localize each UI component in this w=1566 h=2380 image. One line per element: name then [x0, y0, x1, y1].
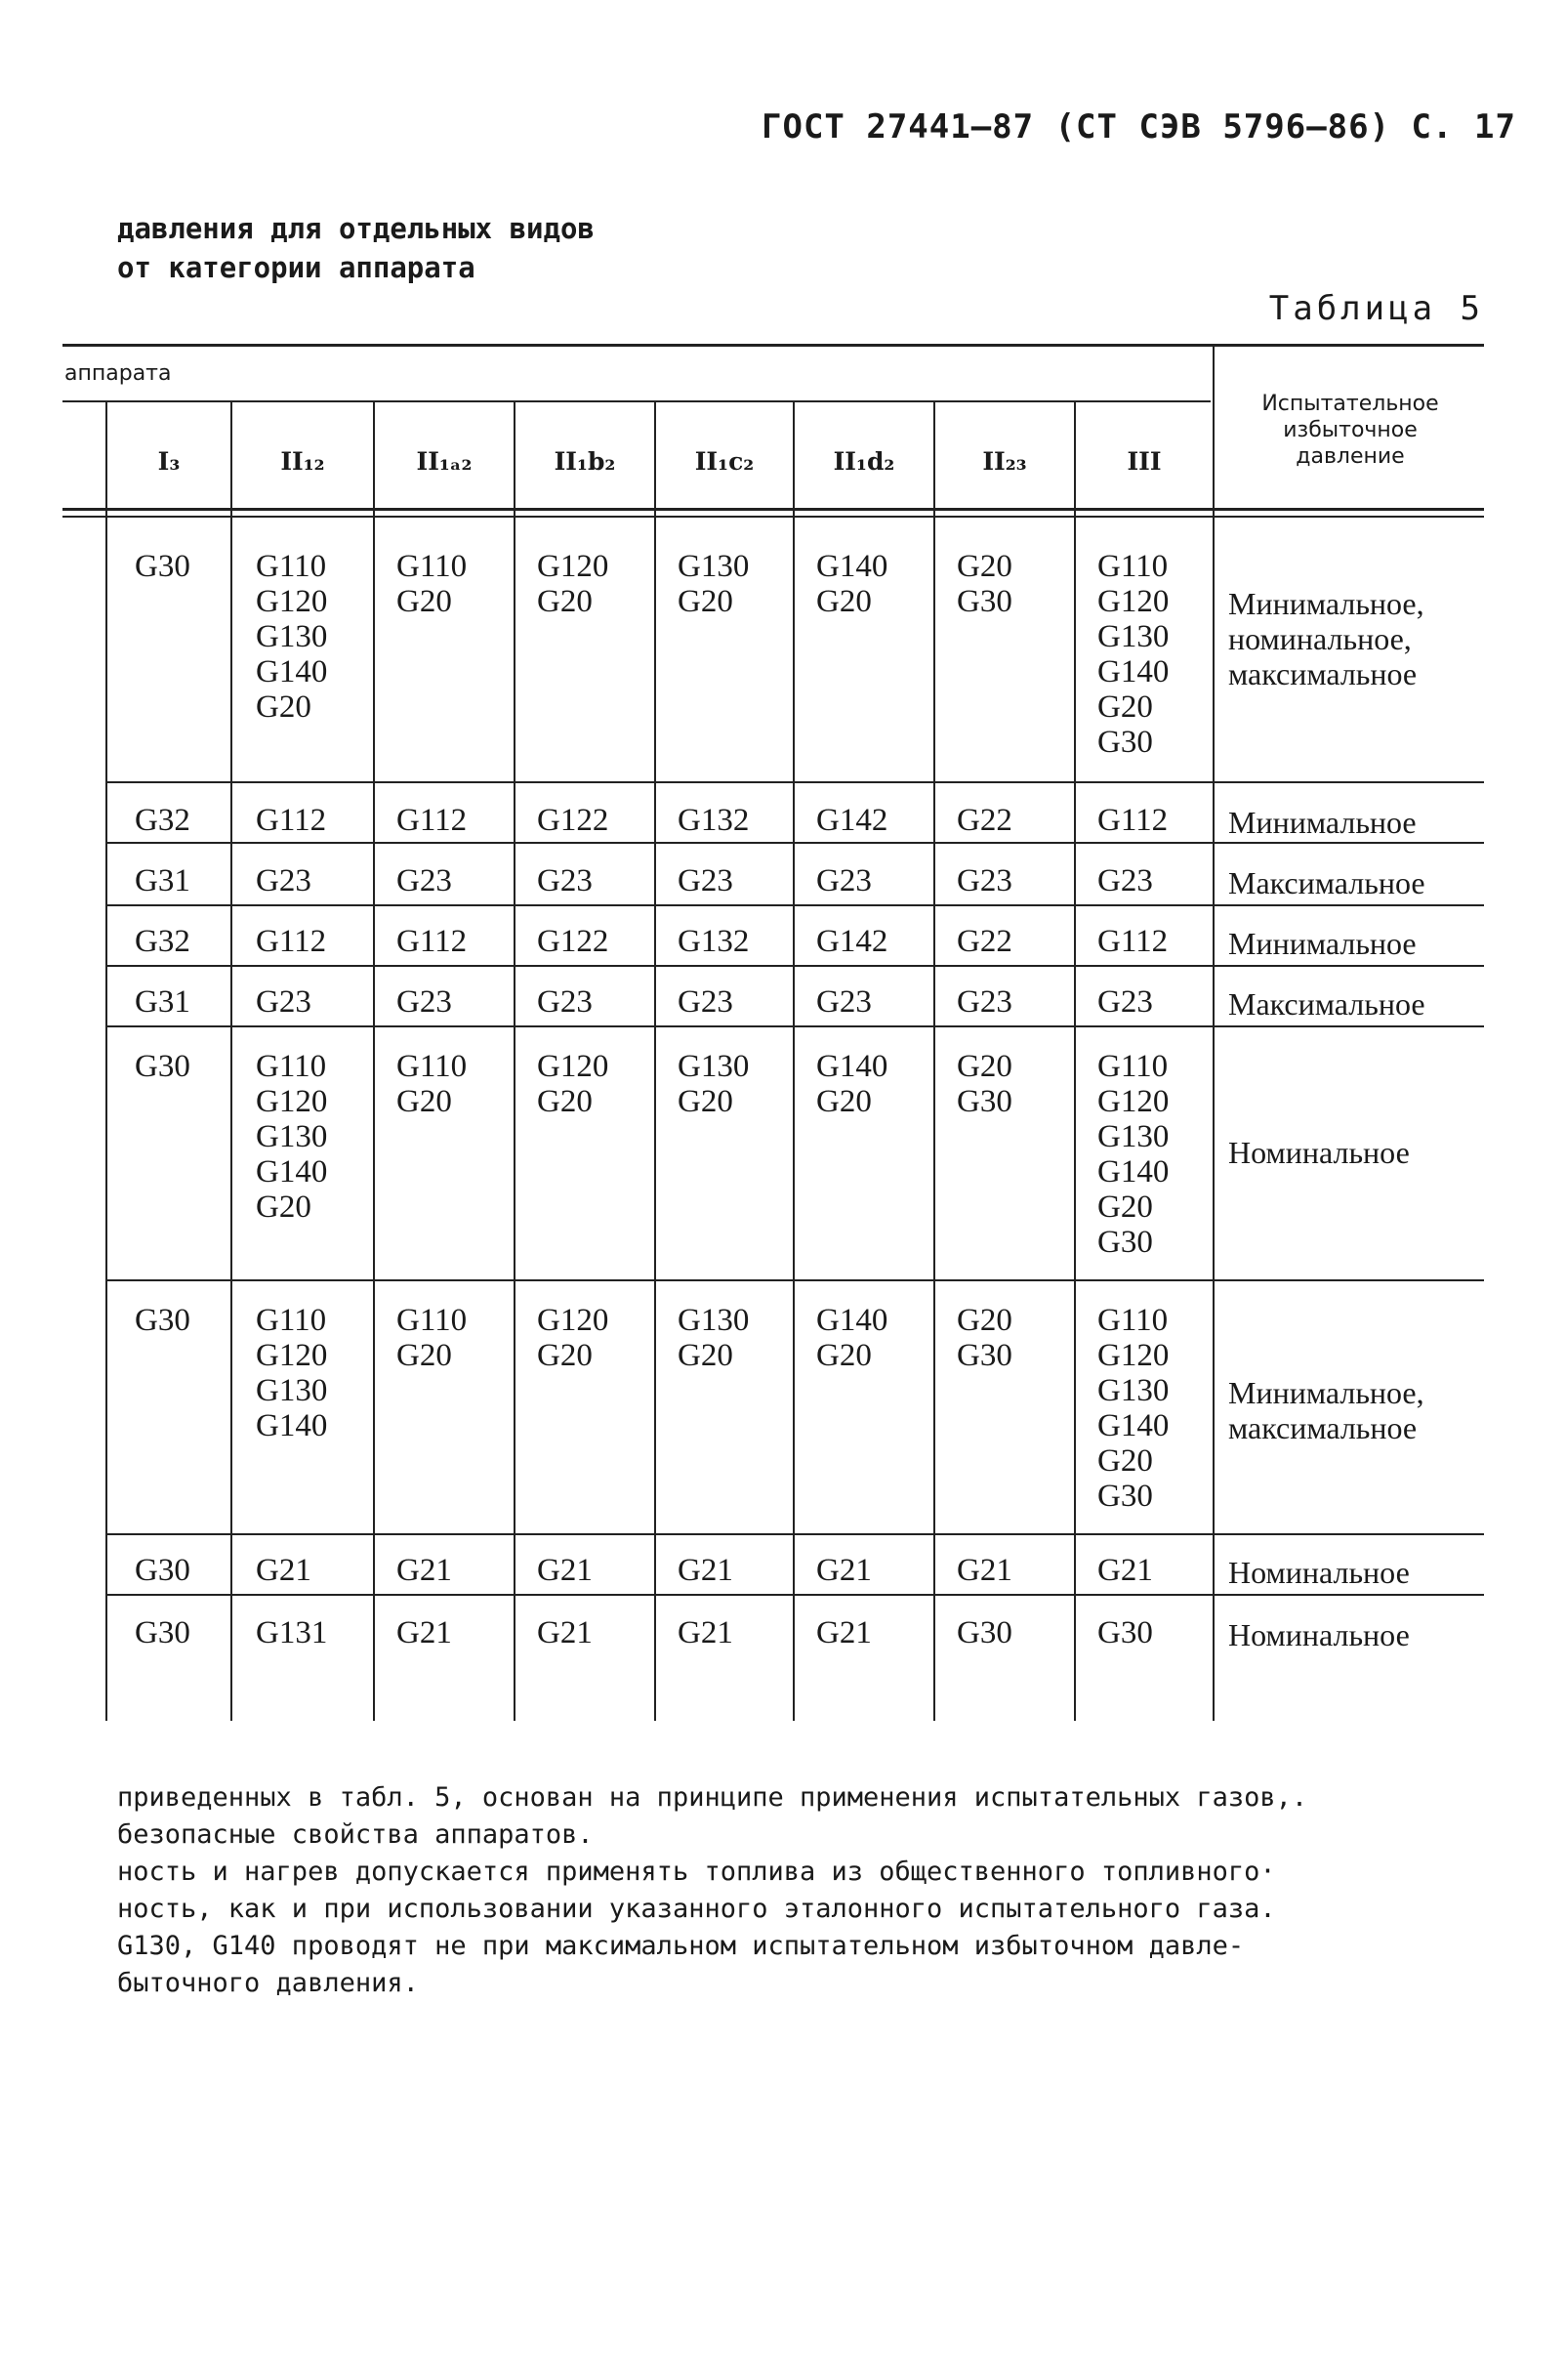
cell-r3-ii12: G112 — [256, 924, 327, 959]
row-rule-2 — [107, 842, 1484, 844]
cell-r2-ii1a2: G23 — [396, 863, 452, 898]
cell-r3-iii: G112 — [1097, 924, 1169, 959]
cell-r1-ii23: G22 — [957, 803, 1012, 838]
cell-r8-ii12: G131 — [256, 1615, 328, 1650]
col-divider-1 — [230, 402, 232, 1721]
cell-r1-i3: G32 — [135, 803, 190, 838]
table-caption — [117, 209, 801, 287]
cell-r5-ii23: G20 G30 — [957, 1049, 1012, 1119]
caption-line-2: от категории аппарата — [117, 251, 475, 284]
cell-r5-pressure: Номинальное — [1228, 1135, 1410, 1170]
cell-r7-ii23: G21 — [957, 1553, 1012, 1588]
cell-r1-pressure: Минимальное — [1228, 805, 1417, 840]
cell-r7-ii1d2: G21 — [816, 1553, 872, 1588]
cell-r8-i3: G30 — [135, 1615, 190, 1650]
cell-r2-i3: G31 — [135, 863, 190, 898]
footnote-line-5: G130, G140 проводят не при максимальном испытательном избыточном давле- — [117, 1931, 1245, 1961]
caption-line-1: давления для отдельных видов — [117, 212, 595, 245]
row-rule-6 — [107, 1279, 1484, 1281]
cell-r3-i3: G32 — [135, 924, 190, 959]
cell-r0-ii1d2: G140 G20 — [816, 549, 888, 619]
col-divider-4 — [654, 402, 656, 1721]
cell-r3-ii1b2: G122 — [537, 924, 609, 959]
column-header-ii1a2: II₁ₐ₂ — [416, 447, 473, 476]
cell-r6-ii1d2: G140 G20 — [816, 1303, 888, 1373]
cell-r8-ii1b2: G21 — [537, 1615, 593, 1650]
column-header-ii12: II₁₂ — [280, 447, 325, 476]
cell-r0-ii1a2: G110 G20 — [396, 549, 468, 619]
col-divider-3 — [514, 402, 515, 1721]
cell-r1-ii1b2: G122 — [537, 803, 609, 838]
cell-r2-iii: G23 — [1097, 863, 1153, 898]
row-rule-1 — [107, 781, 1484, 783]
table-top-rule — [62, 344, 1484, 347]
cell-r4-iii: G23 — [1097, 984, 1153, 1020]
cell-r6-ii1c2: G130 G20 — [678, 1303, 750, 1373]
cell-r7-i3: G30 — [135, 1553, 190, 1588]
column-header-ii1d2: II₁d₂ — [833, 447, 895, 476]
cell-r1-ii1d2: G142 — [816, 803, 888, 838]
cell-r7-ii1b2: G21 — [537, 1553, 593, 1588]
column-header-ii1c2: II₁c₂ — [694, 447, 755, 476]
cell-r1-ii1a2: G112 — [396, 803, 468, 838]
cell-r3-pressure: Минимальное — [1228, 926, 1417, 961]
cell-r6-i3: G30 — [135, 1303, 190, 1338]
col-divider-0 — [105, 402, 107, 1721]
cell-r2-pressure: Максимальное — [1228, 865, 1425, 900]
cell-r1-iii: G112 — [1097, 803, 1169, 838]
col-divider-5 — [793, 402, 795, 1721]
row-rule-4 — [107, 965, 1484, 967]
col-divider-7 — [1074, 402, 1076, 1721]
column-header-ii23: II₂₃ — [982, 447, 1027, 476]
cell-r7-ii1c2: G21 — [678, 1553, 733, 1588]
cell-r6-iii: G110 G120 G130 G140 G20 G30 — [1097, 1303, 1170, 1514]
col-divider-8 — [1213, 346, 1215, 1721]
cell-r0-iii: G110 G120 G130 G140 G20 G30 — [1097, 549, 1170, 760]
cell-r7-pressure: Номинальное — [1228, 1555, 1410, 1590]
cell-r6-ii1b2: G120 G20 — [537, 1303, 609, 1373]
cell-r3-ii1d2: G142 — [816, 924, 888, 959]
cell-r7-ii1a2: G21 — [396, 1553, 452, 1588]
row-rule-5 — [107, 1025, 1484, 1027]
col-divider-6 — [933, 402, 935, 1721]
cell-r1-ii1c2: G132 — [678, 803, 750, 838]
cell-r5-iii: G110 G120 G130 G140 G20 G30 — [1097, 1049, 1170, 1260]
cell-r0-ii23: G20 G30 — [957, 549, 1012, 619]
cell-r4-ii1b2: G23 — [537, 984, 593, 1020]
cell-r3-ii1a2: G112 — [396, 924, 468, 959]
col-divider-2 — [373, 402, 375, 1721]
cell-r8-iii: G30 — [1097, 1615, 1153, 1650]
cell-r4-ii1c2: G23 — [678, 984, 733, 1020]
column-header-ii1b2: II₁b₂ — [554, 447, 616, 476]
cell-r5-ii12: G110 G120 G130 G140 G20 — [256, 1049, 328, 1225]
footnote-text — [117, 1779, 1504, 2002]
cell-r8-ii1a2: G21 — [396, 1615, 452, 1650]
cell-r8-pressure: Номинальное — [1228, 1617, 1410, 1652]
row-rule-8 — [107, 1594, 1484, 1596]
footnote-line-3: ность и нагрев допускается применять топлива из общественного топливного· — [117, 1857, 1276, 1887]
column-header-i3: I₃ — [157, 447, 181, 476]
cell-r4-ii12: G23 — [256, 984, 311, 1020]
cell-r8-ii1c2: G21 — [678, 1615, 733, 1650]
cell-r2-ii23: G23 — [957, 863, 1012, 898]
cell-r4-i3: G31 — [135, 984, 190, 1020]
cell-r5-i3: G30 — [135, 1049, 190, 1084]
cell-r6-ii12: G110 G120 G130 G140 — [256, 1303, 328, 1443]
cell-r1-ii12: G112 — [256, 803, 327, 838]
cell-r4-ii1d2: G23 — [816, 984, 872, 1020]
footnote-line-4: ность, как и при использовании указанного эталонного испытательного газа. — [117, 1894, 1276, 1924]
cell-r4-ii1a2: G23 — [396, 984, 452, 1020]
column-header-iii: III — [1127, 447, 1162, 476]
cell-r3-ii1c2: G132 — [678, 924, 750, 959]
cell-r5-ii1c2: G130 G20 — [678, 1049, 750, 1119]
header-bottom-rule-2 — [62, 516, 1484, 518]
cell-r5-ii1d2: G140 G20 — [816, 1049, 888, 1119]
cell-r4-pressure: Максимальное — [1228, 986, 1425, 1022]
cell-r2-ii1c2: G23 — [678, 863, 733, 898]
page-header: ГОСТ 27441—87 (СТ СЭВ 5796—86) С. 17 — [762, 107, 1516, 146]
table-label: Таблица 5 — [1268, 289, 1484, 328]
group-header: аппарата — [64, 361, 172, 386]
cell-r6-ii23: G20 G30 — [957, 1303, 1012, 1373]
cell-r0-ii1c2: G130 G20 — [678, 549, 750, 619]
cell-r4-ii23: G23 — [957, 984, 1012, 1020]
cell-r2-ii1b2: G23 — [537, 863, 593, 898]
cell-r0-ii12: G110 G120 G130 G140 G20 — [256, 549, 328, 725]
row-rule-7 — [107, 1533, 1484, 1535]
cell-r0-i3: G30 — [135, 549, 190, 584]
footnote-line-6: быточного давления. — [117, 1968, 419, 1998]
cell-r8-ii23: G30 — [957, 1615, 1012, 1650]
cell-r3-ii23: G22 — [957, 924, 1012, 959]
footnote-line-2: безопасные свойства аппаратов. — [117, 1819, 594, 1850]
cell-r7-ii12: G21 — [256, 1553, 311, 1588]
cell-r6-pressure: Минимальное, максимальное — [1228, 1375, 1424, 1445]
header-bottom-rule — [62, 508, 1484, 511]
footnote-line-1: приведенных в табл. 5, основан на принципе применения испытательных газов,. — [117, 1782, 1308, 1813]
cell-r5-ii1a2: G110 G20 — [396, 1049, 468, 1119]
cell-r0-pressure: Минимальное, номинальное, максимальное — [1228, 586, 1424, 691]
cell-r6-ii1a2: G110 G20 — [396, 1303, 468, 1373]
cell-r2-ii12: G23 — [256, 863, 311, 898]
pressure-header: Испытательное избыточное давление — [1261, 392, 1439, 469]
cell-r8-ii1d2: G21 — [816, 1615, 872, 1650]
cell-r0-ii1b2: G120 G20 — [537, 549, 609, 619]
cell-r2-ii1d2: G23 — [816, 863, 872, 898]
group-header-rule — [62, 400, 1211, 402]
cell-r5-ii1b2: G120 G20 — [537, 1049, 609, 1119]
cell-r7-iii: G21 — [1097, 1553, 1153, 1588]
row-rule-3 — [107, 904, 1484, 906]
